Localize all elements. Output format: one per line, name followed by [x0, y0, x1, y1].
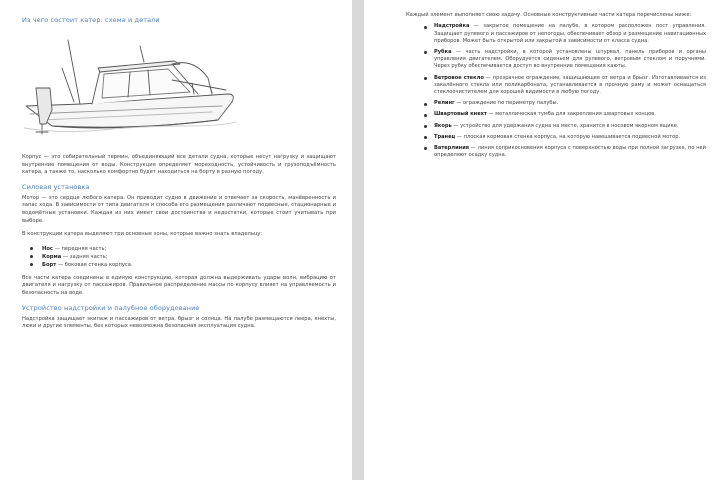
- list-term: Нос: [42, 245, 53, 252]
- bullet-list: [22, 245, 336, 269]
- list-term: Корма: [42, 253, 62, 260]
- list-term: Ватерлиния: [434, 145, 470, 152]
- list-desc: — плоская кормовая стенка корпуса, на которую навешивается подвесной мотор.: [455, 133, 681, 140]
- bullet-icon: [424, 77, 427, 80]
- list-term: Рубка: [434, 49, 452, 56]
- section-heading-superstructure: Устройство надстройки и палубное оборудование: [22, 303, 200, 312]
- list-item: [386, 111, 706, 118]
- bullet-icon: [30, 247, 33, 250]
- section-heading-structure: Из чего состоит катер: схема и детали: [22, 16, 160, 24]
- list-item: [386, 134, 706, 141]
- list-term: Борт: [42, 261, 57, 268]
- list-term: Якорь: [434, 122, 452, 129]
- page-gutter: [352, 0, 364, 480]
- bullet-icon: [424, 114, 427, 117]
- list-item: [386, 75, 706, 97]
- list-item: [386, 123, 706, 130]
- parts-list: [386, 23, 706, 159]
- list-desc: — ограждение по периметру палубы.: [454, 100, 559, 107]
- list-desc: — прозрачное ограждение, защищающее от ветра и брызг. Изготавливается из закалённого стекла или поликарбоната, устанавливается в прочную раму и может оснащаться стеклоочистителем для хорошей видимости в любую погоду.: [434, 74, 706, 96]
- list-term: Транец: [434, 133, 456, 140]
- list-desc: — линия соприкосновения корпуса с поверхностью воды при полной загрузке, по ней определяют осадку судна.: [434, 145, 706, 159]
- paragraph: Надстройка защищает экипаж и пассажиров от ветра, брызг и солнца. На палубе размещаются леера, кнехты, люки и другие элементы, без которых невозможна безопасная эксплуатация судна.: [22, 315, 336, 330]
- list-desc: — часть надстройки, в которой установлены штурвал, панель приборов и органы управления двигателем. Оборудуется сиденьем для рулевого, ветровым стеклом и поручнями. Через рубку обеспечивается доступ во внутренние помещения каюты.: [434, 49, 706, 70]
- bullet-icon: [424, 147, 427, 150]
- bullet-icon: [424, 26, 427, 29]
- list-term: Надстройка: [434, 23, 470, 30]
- bullet-icon: [424, 103, 427, 106]
- list-desc: — металлическая тумба для закрепления швартовых концов.: [486, 111, 656, 118]
- list-desc: — передняя часть;: [52, 245, 107, 252]
- list-desc: — закрытое помещение на палубе, в котором расположен пост управления. Защищает рулевого и пассажиров от непогоды, обеспечивает обзор и размещение навигационных приборов. Может быть открытой или закрытой в зависимости от класса судна.: [434, 23, 706, 44]
- list-item: [386, 100, 706, 107]
- list-term: Ветровое стекло: [434, 74, 484, 81]
- list-item: [386, 23, 706, 45]
- list-term: Швартовый кнехт: [434, 111, 487, 118]
- document-page-left: [0, 0, 352, 480]
- list-desc: — задняя часть;: [61, 253, 108, 260]
- list-item: [386, 145, 706, 159]
- paragraph: Каждый элемент выполняет свою задачу. Основные конструктивные части катера перечислены ниже:: [406, 12, 692, 18]
- list-desc: — боковая стенка корпуса.: [56, 261, 133, 268]
- bullet-icon: [30, 263, 33, 266]
- bullet-icon: [424, 51, 427, 54]
- list-item: [386, 49, 706, 71]
- list-term: Релинг: [434, 100, 455, 107]
- list-item: [22, 245, 336, 253]
- list-item: [22, 261, 336, 269]
- paragraph: Все части катера соединены в единую конструкцию, которая должна выдерживать удары волн, вибрацию от двигателя и нагрузку от пассажиров. Правильное распределение массы по корпусу влияет на управляемость и безопасность на воде.: [22, 274, 336, 296]
- list-desc: — устройство для удержания судна на месте, хранится в носовом якорном ящике.: [451, 122, 679, 129]
- paragraph: Корпус — это собирательный термин, объединяющий все детали судна, которые несут нагрузку и защищают внутренние помещения от воды. Конструкция определяет мореходность, устойчивость и грузоподъёмность катера, а также то, насколько комфортно будет находиться на борту в разную погоду.: [22, 154, 336, 176]
- bullet-icon: [424, 136, 427, 139]
- bullet-icon: [30, 255, 33, 258]
- section-heading-engine: Силовая установка: [22, 182, 90, 191]
- boat-drawing: [22, 28, 242, 146]
- list-item: [22, 253, 336, 261]
- paragraph: В конструкции катера выделяют три основные зоны, которые важно знать владельцу:: [22, 231, 263, 238]
- bullet-icon: [424, 125, 427, 128]
- paragraph: Мотор — это сердце любого катера. Он приводит судно в движение и отвечает за скорость, манёвренность и запас хода. В зависимости от типа двигателя и способа его размещения различают подвесные, стационарные и водомётные установки. Каждая из них имеет свои достоинства и недостатки, которые стоит учитывать при выборе.: [22, 194, 336, 224]
- boat-illustration: [22, 28, 242, 146]
- document-page-right: [364, 0, 720, 480]
